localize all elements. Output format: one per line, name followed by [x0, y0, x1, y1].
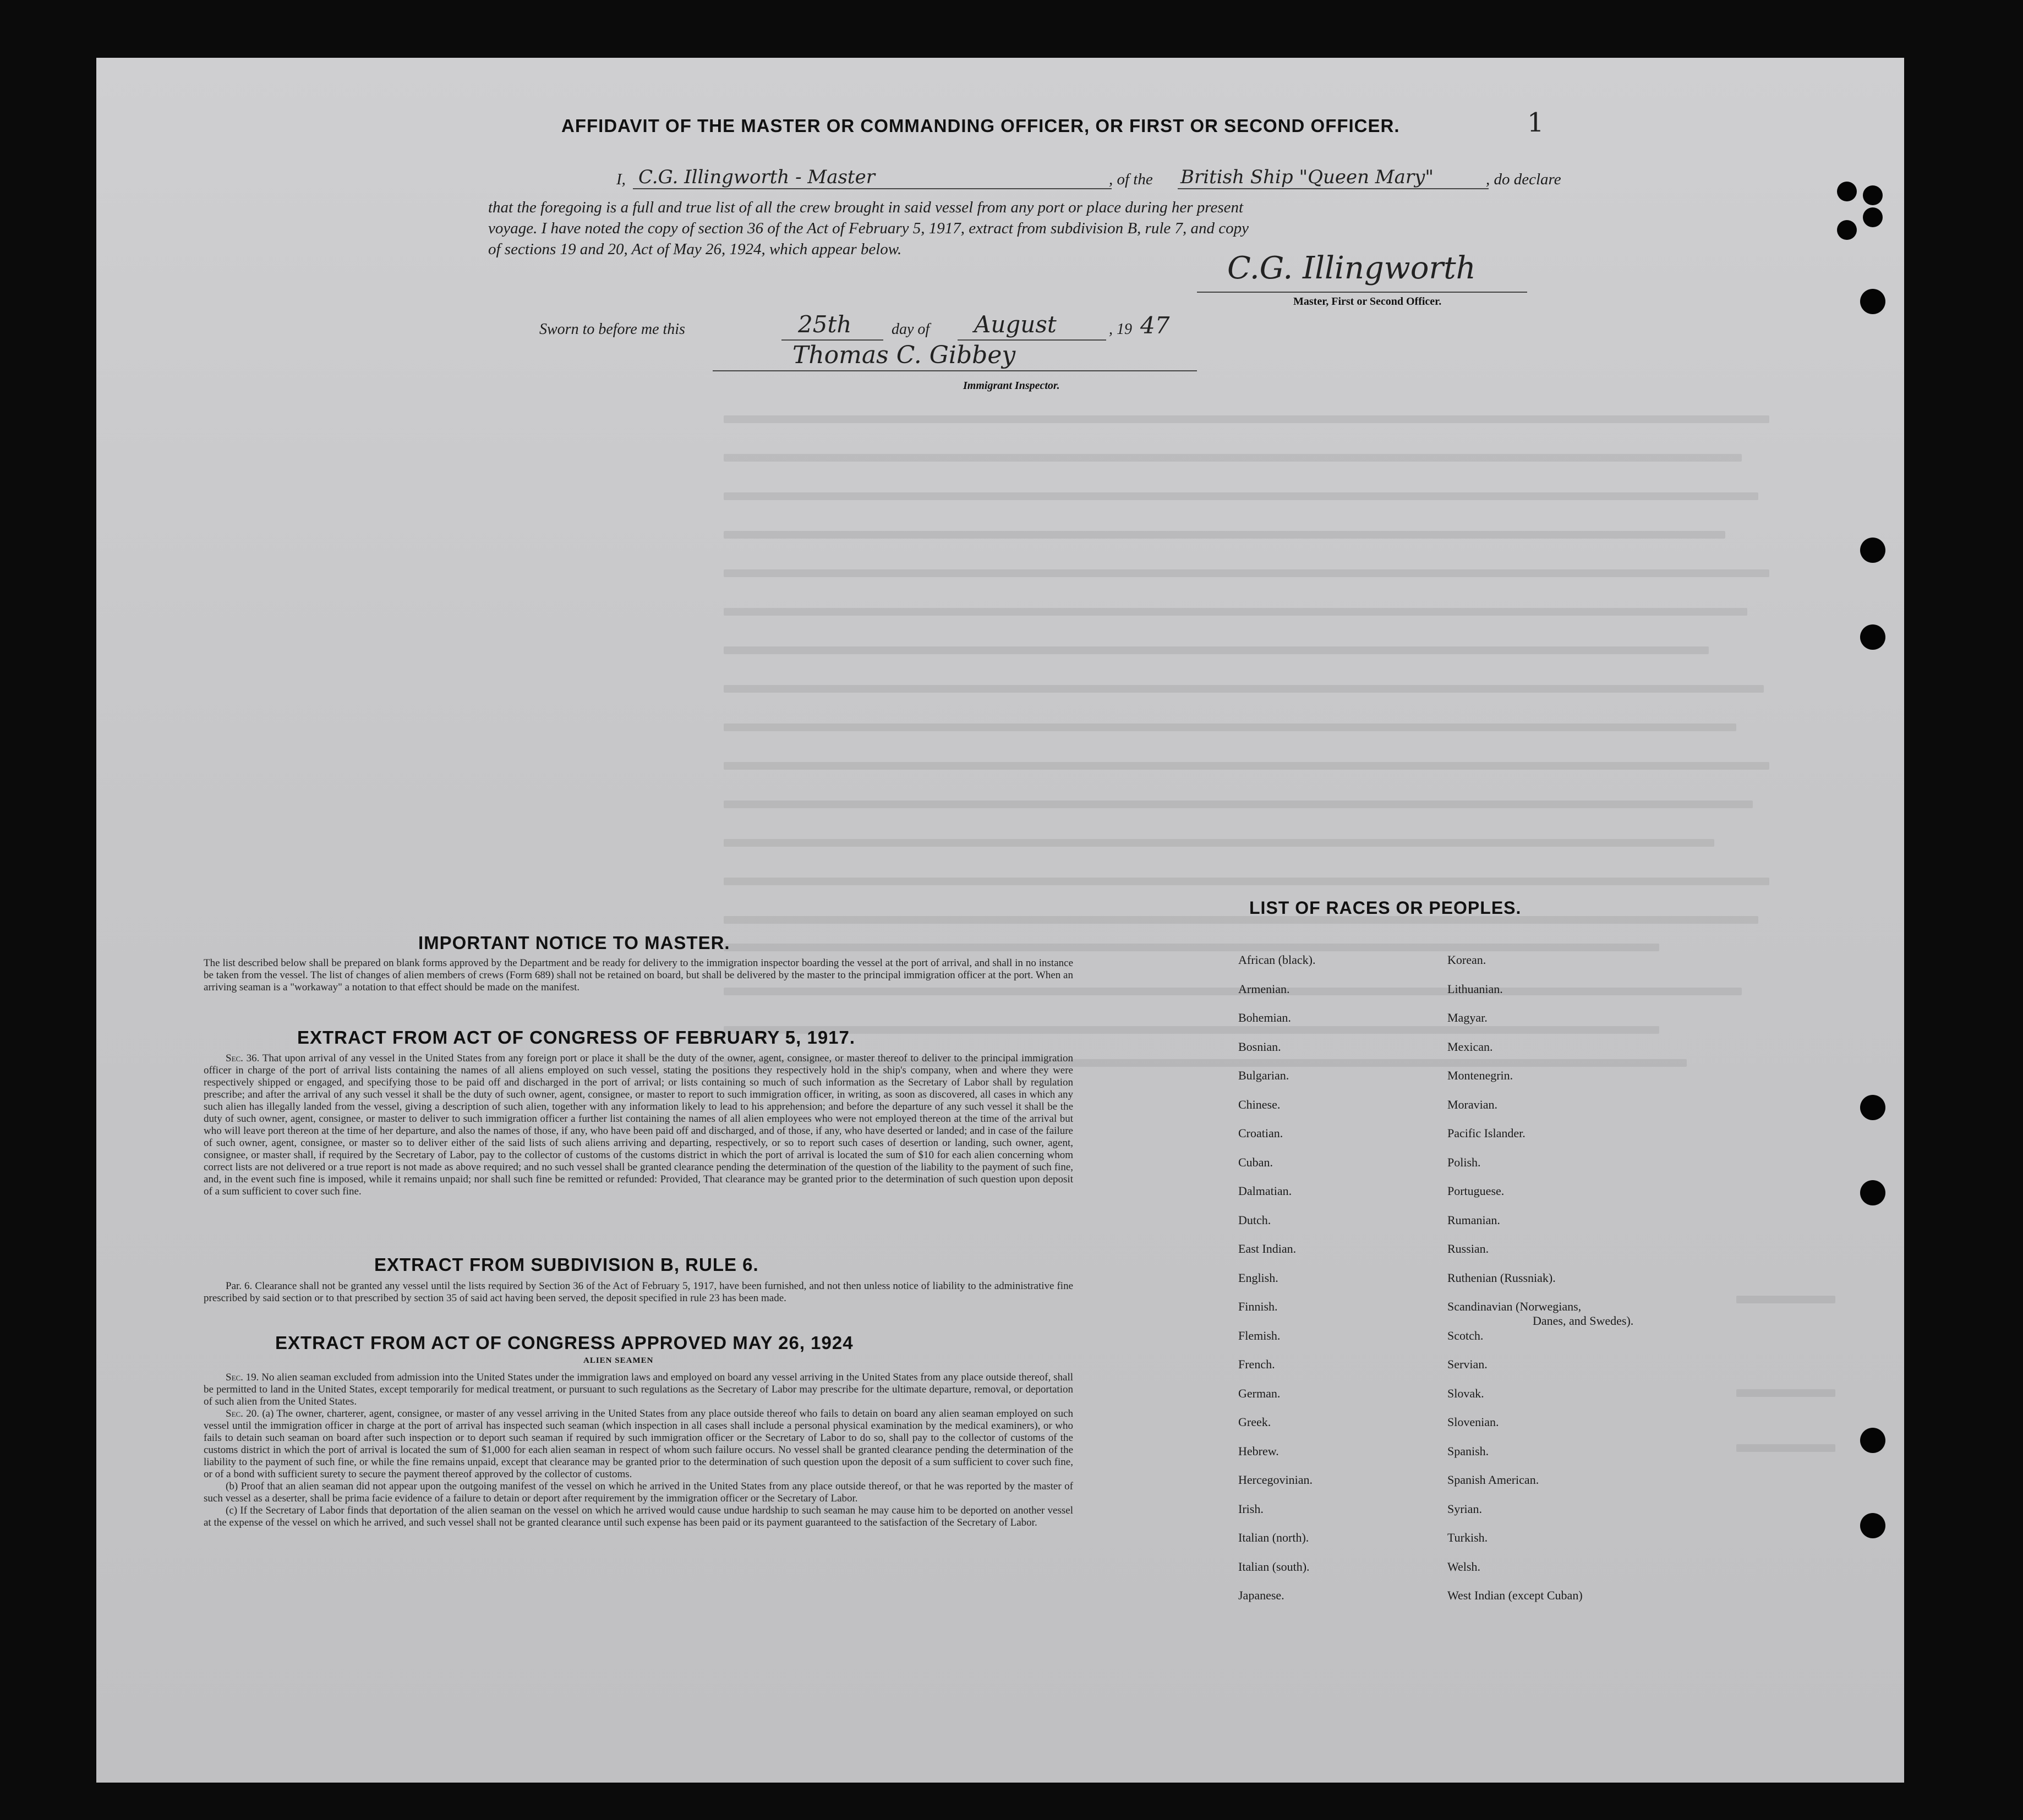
race-item: Mexican.: [1447, 1039, 1493, 1054]
do-declare-label: , do declare: [1486, 171, 1561, 188]
extract-1924-subtitle: ALIEN SEAMEN: [583, 1356, 654, 1365]
race-item: Slovenian.: [1447, 1415, 1499, 1429]
binding-hole: [1863, 207, 1883, 227]
race-item: Slovak.: [1447, 1386, 1484, 1400]
sworn-day-handwritten: 25th: [798, 311, 852, 338]
sec20b-para: [204, 1481, 1073, 1505]
race-item: African (black).: [1238, 953, 1316, 967]
binding-hole: [1837, 182, 1857, 201]
sec20b-body: (b) Proof that an alien seaman did not appear upon the outgoing manifest of the vessel on which he arrived in the United States from any place outside thereof, or that he was reported by the master of such vessel as a deserter, shall be prima facie evidence of a failure to detain or deport after requirement by the immigration officer or the Secretary of Labor.: [204, 1481, 1073, 1504]
race-item: Italian (north).: [1238, 1531, 1309, 1544]
rule6-par-label: Par. 6.: [226, 1280, 253, 1292]
race-item: Hebrew.: [1238, 1444, 1279, 1458]
extract-1924-title: EXTRACT FROM ACT OF CONGRESS APPROVED MAY 26, 1924: [275, 1333, 854, 1353]
race-item: Montenegrin.: [1447, 1068, 1513, 1082]
document-page: [96, 58, 1904, 1783]
sec19-body: No alien seaman excluded from admission into the United States under the immigration laws and employed on board any vessel arriving in the United States from any place outside thereof, shall be permitted to land in the United States, except temporarily for medical treatment, or pursuant to such regulations as the Secretary of Labor may prescribe for the ultimate departure, removal, or deportation of such alien from the United States.: [204, 1372, 1074, 1407]
sworn-year-prefix: , 19: [1109, 321, 1132, 338]
binding-hole: [1860, 289, 1885, 314]
race-item: Irish.: [1238, 1501, 1264, 1516]
race-item: Polish.: [1447, 1155, 1481, 1169]
race-item: Turkish.: [1447, 1531, 1488, 1544]
race-item: Cuban.: [1238, 1155, 1273, 1169]
race-item: Scotch.: [1447, 1328, 1484, 1342]
affidavit-prefix: I,: [616, 171, 626, 188]
affidavit-line3: voyage. I have noted the copy of section 36 of the Act of February 5, 1917, extract from subdivision B, rule 7, and copy: [488, 220, 1249, 237]
sec20-label: Sec. 20.: [226, 1408, 260, 1419]
race-item: Bulgarian.: [1238, 1068, 1289, 1082]
race-item: Japanese.: [1238, 1588, 1284, 1602]
race-item: English.: [1238, 1270, 1278, 1285]
binding-hole: [1837, 220, 1857, 240]
sworn-month-handwritten: August: [974, 311, 1057, 338]
race-item: French.: [1238, 1357, 1275, 1371]
races-title: LIST OF RACES OR PEOPLES.: [1249, 898, 1522, 918]
race-item: Rumanian.: [1447, 1213, 1500, 1227]
sec19-para: [204, 1372, 1073, 1408]
extract-1924-text: [204, 1372, 1073, 1529]
race-item: Korean.: [1447, 953, 1486, 967]
master-signature: C.G. Illingworth: [1227, 250, 1476, 286]
affidavit-line1: [616, 166, 1618, 193]
race-item: Spanish.: [1447, 1444, 1489, 1458]
sec20a-para: [204, 1408, 1073, 1481]
race-item: Flemish.: [1238, 1328, 1281, 1342]
race-item: Russian.: [1447, 1242, 1489, 1256]
race-item: Lithuanian.: [1447, 982, 1503, 996]
race-item: Dutch.: [1238, 1213, 1271, 1227]
sec19-label: Sec. 19.: [226, 1372, 259, 1383]
sworn-line: [539, 311, 1337, 344]
race-item: Bosnian.: [1238, 1039, 1281, 1054]
race-scandinavian-continuation: Danes, and Swedes).: [1533, 1314, 1634, 1328]
notice-title: IMPORTANT NOTICE TO MASTER.: [418, 933, 730, 953]
race-item: Hercegovinian.: [1238, 1473, 1313, 1487]
sworn-day-of: day of: [892, 321, 930, 338]
rule6-title: EXTRACT FROM SUBDIVISION B, RULE 6.: [374, 1254, 759, 1275]
race-item: Chinese.: [1238, 1097, 1281, 1111]
binding-hole: [1860, 538, 1885, 563]
binding-hole: [1860, 1428, 1885, 1453]
affidavit-line2: that the foregoing is a full and true list of all the crew brought in said vessel from any port or place during her present: [488, 199, 1244, 216]
race-item: Pacific Islander.: [1447, 1126, 1526, 1140]
race-item: Armenian.: [1238, 982, 1290, 996]
race-item: Magyar.: [1447, 1011, 1488, 1024]
sworn-year-handwritten: 47: [1140, 312, 1170, 339]
binding-hole: [1860, 1513, 1885, 1538]
sec20c-para: [204, 1505, 1073, 1529]
race-item: Portuguese.: [1447, 1184, 1505, 1198]
race-item: Croatian.: [1238, 1126, 1283, 1140]
extract-1917-sec-label: Sec. 36.: [226, 1052, 260, 1064]
race-item: Moravian.: [1447, 1097, 1498, 1111]
extract-1917-title: EXTRACT FROM ACT OF CONGRESS OF FEBRUARY 5, 1917.: [297, 1027, 856, 1048]
race-item: Dalmatian.: [1238, 1184, 1292, 1198]
binding-hole: [1860, 624, 1885, 650]
race-item: East Indian.: [1238, 1242, 1297, 1256]
vessel-name-handwritten: British Ship "Queen Mary": [1180, 166, 1434, 188]
binding-hole: [1860, 1180, 1885, 1205]
race-item: Syrian.: [1447, 1501, 1482, 1516]
binding-hole: [1863, 185, 1883, 205]
binding-hole: [1860, 1095, 1885, 1120]
extract-1917-body: That upon arrival of any vessel in the United States from any foreign port or place it shall be the duty of the owner, agent, consignee, or master thereof to deliver to the principal immigration officer in charge of the port of arrival lists containing the names of all aliens employed on such vessel, stating the positions they respectively hold in the ship's company, when and where they were respectively shipped or engaged, and specifying those to be paid off and discharged in the port of arrival; or lists containing so much of such information as the Secretary of Labor shall by regulation prescribe; and after the arrival of any such vessel it shall be the duty of such owner, agent, consignee, or master to report to such immigration officer, in writing, as soon as discovered, all cases in which any such alien has illegally landed from the vessel, giving a description of such alien, together with any information likely to lead to his apprehension; and before the departure of any such vessel it shall be the duty of such owner, agent, consignee, or master to deliver to such immigration officer a further list containing the names of all alien employees who were not employed thereon at the time of the arrival but who will leave port thereon at the time of her departure, and also the names of those, if any, who have been paid off and discharged, and of those, if any, who have deserted or landed; and in case of the failure of such owner, agent, consignee, or master so to deliver either of the said lists of such aliens arriving and departing, respectively, or so to report such cases of desertion or landing, such owner, agent, consignee, or master shall, if required by the Secretary of Labor, pay to the collector of customs of the customs district in which the port of arrival is located the sum of $10 for each alien concerning whom correct lists are not delivered or a true report is not made as above required; and no such vessel shall be granted clearance pending the determination of the question of the liability to the payment of such fine, and, in the event such fine is imposed, while it remains unpaid; nor shall such fine be remitted or refunded: Provided, That clearance may be granted prior to the determination of such question upon deposit of a sum sufficient to cover such fine.: [204, 1052, 1073, 1197]
race-item: Ruthenian (Russniak).: [1447, 1270, 1556, 1285]
master-name-handwritten: C.G. Illingworth - Master: [638, 166, 875, 188]
rule6-body: Clearance shall not be granted any vessel until the lists required by Section 36 of the Act of February 5, 1917, have been furnished, and not then unless notice of liability to the administrative fine prescribed by said section or to that prescribed by section 35 of said act having been served, the deposit specified in rule 23 has been made.: [204, 1280, 1074, 1304]
race-item: Scandinavian (Norwegians,: [1447, 1300, 1582, 1313]
inspector-caption: Immigrant Inspector.: [963, 380, 1060, 392]
of-the-label: , of the: [1109, 171, 1153, 188]
sworn-prefix: Sworn to before me this: [539, 321, 685, 338]
affidavit-title: AFFIDAVIT OF THE MASTER OR COMMANDING OFFICER, OR FIRST OR SECOND OFFICER.: [561, 116, 1400, 136]
race-item: Greek.: [1238, 1415, 1271, 1429]
sec20a-body: (a) The owner, charterer, agent, consignee, or master of any vessel arriving in the United States from any place outside thereof who fails to detain on board any alien seaman employed on such vessel until the immigration officer in charge at the port of arrival has inspected such seaman (which inspection in all cases shall include a personal physical examination by the medical examiners), or who fails to detain such seaman on board after such inspection or to deport such seaman if required by such immigration officer or the Secretary of Labor to do so, shall pay to the collector of customs of the customs district in which the port of arrival is located the sum of $1,000 for each alien seaman in respect of whom such failure occurs. No vessel shall be granted clearance pending the determination of the liability to the payment of such fine, or while the fine remains unpaid, except that clearance may be granted prior to the determination of such question upon the deposit of a sum sufficient to cover such fine, or of a bond with sufficient surety to secure the payment thereof approved by the collector of customs.: [204, 1408, 1074, 1480]
affidavit-line4: of sections 19 and 20, Act of May 26, 1924, which appear below.: [488, 240, 902, 258]
page-mark: 1: [1527, 107, 1544, 138]
rule6-text: [204, 1280, 1073, 1304]
inspector-signature: Thomas C. Gibbey: [792, 341, 1016, 369]
signature-caption: Master, First or Second Officer.: [1293, 295, 1442, 308]
race-item: Bohemian.: [1238, 1011, 1291, 1024]
race-item: West Indian (except Cuban): [1447, 1588, 1583, 1602]
race-item: Welsh.: [1447, 1559, 1480, 1574]
race-item: German.: [1238, 1386, 1281, 1400]
race-item: Italian (south).: [1238, 1559, 1310, 1574]
notice-body: The list described below shall be prepared on blank forms approved by the Department and be ready for delivery to the immigration inspector boarding the vessel at the port of arrival, and shall in no instance be taken from the vessel. The list of changes of alien members of crews (Form 689) shall not be retained on board, but shall be delivered by the master to the principal immigration officer at the port. When an arriving seaman is a "workaway" a notation to that effect should be made on the manifest.: [204, 957, 1073, 993]
extract-1917-text: [204, 1052, 1073, 1198]
race-item: Finnish.: [1238, 1300, 1278, 1313]
race-item: Servian.: [1447, 1357, 1488, 1371]
sec20c-body: (c) If the Secretary of Labor finds that deportation of the alien seaman on the vessel on which he arrived would cause undue hardship to such seaman he may cause him to be deported on another vessel at the expense of the vessel on which he arrived, and such vessel shall not be granted clearance until such expense has been paid or its payment guaranteed to the satisfaction of the Secretary of Labor.: [204, 1505, 1073, 1528]
race-item: Spanish American.: [1447, 1473, 1539, 1487]
